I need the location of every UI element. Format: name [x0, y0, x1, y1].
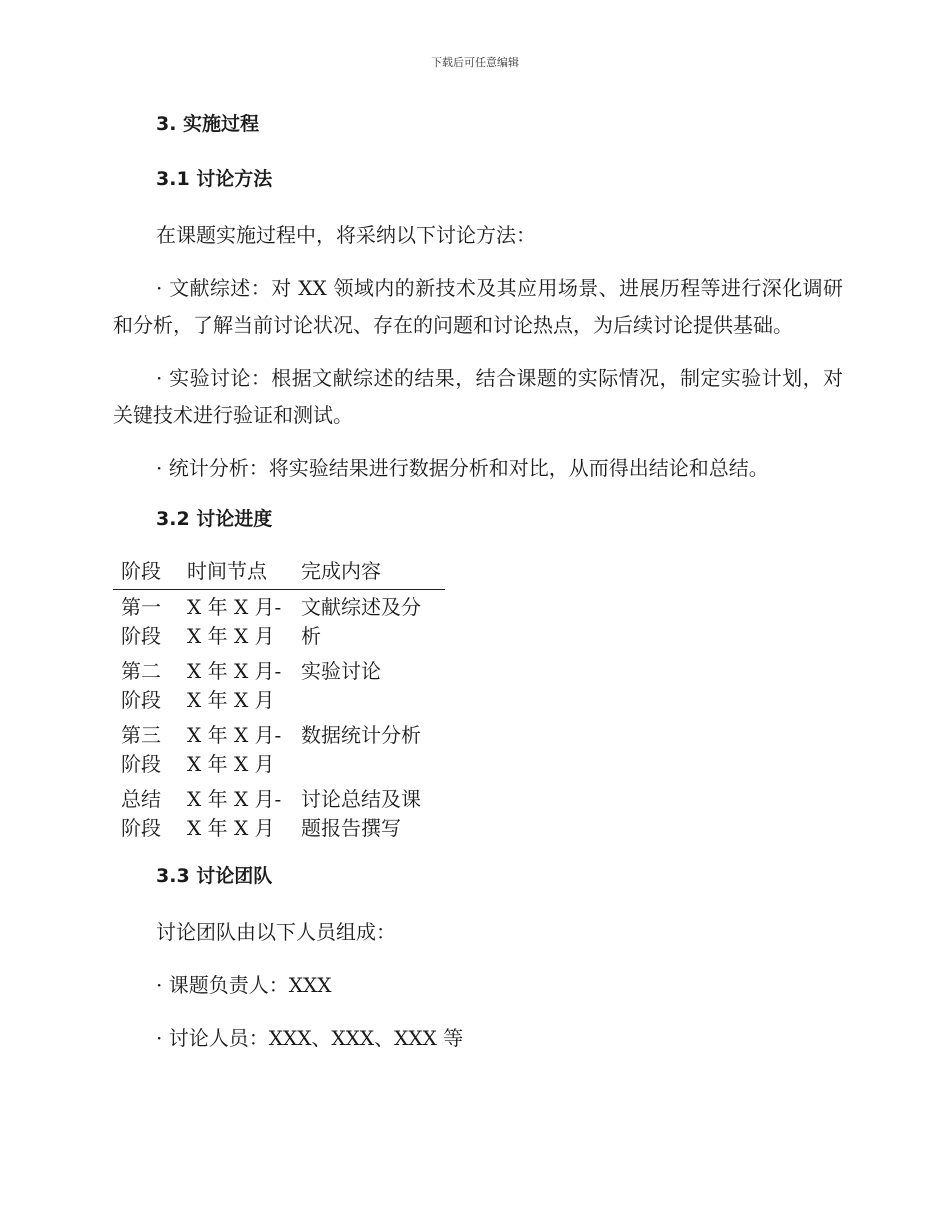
team-members: · 讨论人员：XXX、XXX、XXX 等: [156, 1026, 464, 1050]
method-statistics: · 统计分析：将实验结果进行数据分析和对比，从而得出结论和总结。: [156, 456, 769, 480]
stage-cell: 总结 阶段: [121, 787, 161, 840]
schedule-table: [113, 557, 445, 846]
content-cell: 实验讨论: [301, 659, 381, 683]
stage-cell: 第一 阶段: [121, 595, 161, 648]
table-row: [113, 590, 445, 655]
team-leader: · 课题负责人：XXX: [156, 973, 332, 997]
column-header-time: 时间节点: [179, 557, 293, 590]
method-experiment: · 实验讨论：根据文献综述的结果，结合课题的实际情况，制定实验计划，对关键技术进行验证和测试。: [113, 366, 843, 427]
content-cell: 数据统计分析: [301, 723, 421, 747]
method-literature-review: · 文献综述：对 XX 领域内的新技术及其应用场景、进展历程等进行深化调研和分析，了解当前讨论状况、存在的问题和讨论热点，为后续讨论提供基础。: [113, 276, 843, 337]
table-row: [113, 782, 445, 846]
section-3-1-title: 3.1 讨论方法: [156, 168, 273, 190]
section-3-3-title: 3.3 讨论团队: [156, 865, 273, 887]
page-header-note: 下载后可任意编辑: [431, 56, 519, 69]
table-row: [113, 654, 445, 718]
time-cell: X 年 X 月- X 年 X 月: [187, 787, 282, 840]
section-3-2-title: 3.2 讨论进度: [156, 508, 273, 530]
table-row: [113, 718, 445, 782]
document-body: [113, 108, 843, 1057]
section-3-title: 3. 实施过程: [156, 113, 260, 135]
time-cell: X 年 X 月- X 年 X 月: [187, 659, 282, 712]
column-header-stage: 阶段: [113, 557, 179, 590]
stage-cell: 第二 阶段: [121, 659, 161, 712]
content-cell: 讨论总结及课 题报告撰写: [301, 787, 421, 840]
content-cell: 文献综述及分 析: [301, 595, 421, 648]
team-intro: 讨论团队由以下人员组成：: [156, 920, 396, 944]
time-cell: X 年 X 月- X 年 X 月: [187, 595, 282, 648]
table-header-row: [113, 557, 445, 590]
methods-intro: 在课题实施过程中，将采纳以下讨论方法：: [156, 223, 536, 247]
time-cell: X 年 X 月- X 年 X 月: [187, 723, 282, 776]
column-header-content: 完成内容: [293, 557, 445, 590]
stage-cell: 第三 阶段: [121, 723, 161, 776]
